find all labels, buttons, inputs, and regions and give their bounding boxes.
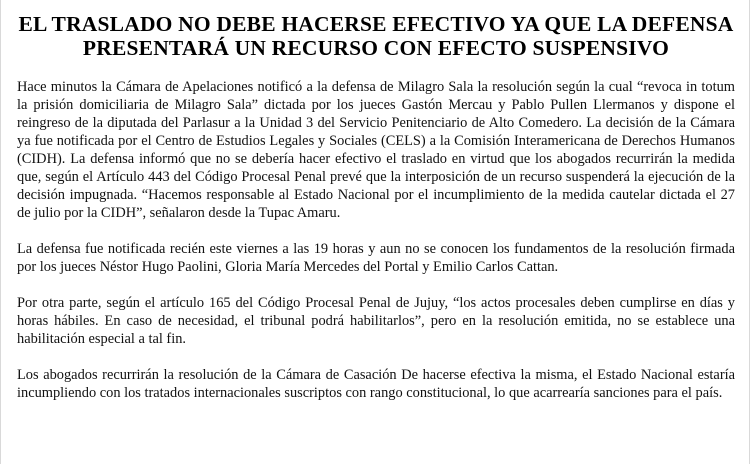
article-paragraph-2: La defensa fue notificada recién este viernes a las 19 horas y aun no se conocen los fundamentos de la resolución firmada por los jueces Néstor Hugo Paolini, Gloria María Mercedes del Portal y Emilio Carlos Cattan. [17,241,735,275]
article-paragraph-3: Por otra parte, según el artículo 165 del Código Procesal Penal de Jujuy, “los actos procesales deben cumplirse en días y horas hábiles. En caso de necesidad, el tribunal podrá habilitarlos”, pero en la resolución emitida, no se establece una habilitación especial a tal fin. [17,295,735,347]
article-headline: EL TRASLADO NO DEBE HACERSE EFECTIVO YA QUE LA DEFENSA PRESENTARÁ UN RECURSO CON EFECTO SUSPENSIVO [18,12,734,60]
article-paragraph-1: Hace minutos la Cámara de Apelaciones notificó a la defensa de Milagro Sala la resolución según la cual “revoca in totum la prisión domiciliaria de Milagro Sala” dictada por los jueces Gastón Mercau y Pablo Pullen Llermanos y dispone el reingreso de la diputada del Parlasur a la Unidad 3 del Servicio Penitenciario de Alto Comedero. La decisión de la Cámara ya fue notificada por el Centro de Estudios Legales y Sociales (CELS) a la Comisión Interamericana de Derechos Humanos (CIDH). La defensa informó que no se debería hacer efectivo el traslado en virtud que los abogados recurrirán la medida que, según el Artículo 443 del Código Procesal Penal prevé que la interposición de un recurso suspenderá la ejecución de la decisión impugnada. “Hacemos responsable al Estado Nacional por el incumplimiento de la medida cautelar dictada el 27 de julio por la CIDH”, señalaron desde la Tupac Amaru. [17,79,735,221]
article-paragraph-4: Los abogados recurrirán la resolución de la Cámara de Casación De hacerse efectiva la misma, el Estado Nacional estaría incumpliendo con los tratados internacionales suscriptos con rango constitucional, lo que acarrearía sanciones para el país. [17,367,735,401]
